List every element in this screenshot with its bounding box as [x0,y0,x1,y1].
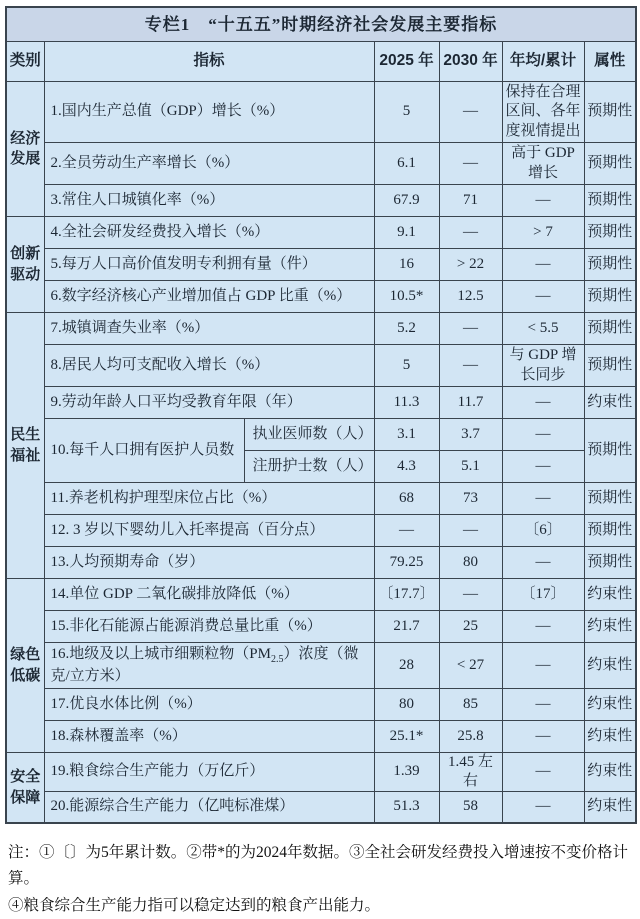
row-2-attr: 预期性 [584,143,636,185]
row-13-2030: 80 [439,547,502,579]
row-12-avg: 〔6〕 [502,515,584,547]
row-7-attr: 预期性 [584,313,636,345]
row-4-2025: 9.1 [374,217,439,249]
row-4-avg: > 7 [502,217,584,249]
row-9-2025: 11.3 [374,387,439,419]
row-8-2025: 5 [374,345,439,387]
row-14-2030: — [439,579,502,611]
row-19-avg: — [502,753,584,792]
row-1-2025: 5 [374,81,439,143]
row-6-attr: 预期性 [584,281,636,313]
table-row [6,515,636,547]
row-13-2025: 79.25 [374,547,439,579]
table-row [6,689,636,721]
row-6-indicator: 6.数字经济核心产业增加值占 GDP 比重（%） [44,281,374,313]
row-18-2030: 25.8 [439,721,502,753]
row-7-avg: < 5.5 [502,313,584,345]
row-5-2030: > 22 [439,249,502,281]
row-15-2030: 25 [439,611,502,643]
row-16-indicator-pre: 16.地级及以上城市细颗粒物（PM [50,646,271,663]
table-title: 专栏1 “十五五”时期经济社会发展主要指标 [6,7,636,41]
row-10-attr: 预期性 [584,419,636,483]
table-row [6,249,636,281]
row-9-2030: 11.7 [439,387,502,419]
row-16-2030: < 27 [439,643,502,689]
row-11-indicator: 11.养老机构护理型床位占比（%） [44,483,374,515]
table-row [6,281,636,313]
row-16-indicator [44,643,374,689]
row-5-2025: 16 [374,249,439,281]
table-title-row [6,7,636,41]
table-row [6,143,636,185]
col-header-category: 类别 [6,41,44,81]
row-2-avg: 高于 GDP 增长 [502,143,584,185]
category-green: 绿色低碳 [6,579,44,753]
row-1-indicator: 1.国内生产总值（GDP）增长（%） [44,81,374,143]
footnote-line-1: 注：①〔〕为5年累计数。②带*的为2024年数据。③全社会研发经费投入增速按不变价格计算。 [8,844,629,888]
row-10b-2025: 4.3 [374,451,439,483]
row-18-indicator: 18.森林覆盖率（%） [44,721,374,753]
table-row [6,643,636,689]
row-16-attr: 约束性 [584,643,636,689]
row-3-indicator: 3.常住人口城镇化率（%） [44,185,374,217]
row-14-attr: 约束性 [584,579,636,611]
row-15-attr: 约束性 [584,611,636,643]
row-4-2030: — [439,217,502,249]
col-header-avg: 年均/累计 [502,41,584,81]
row-13-attr: 预期性 [584,547,636,579]
row-18-attr: 约束性 [584,721,636,753]
row-5-indicator: 5.每万人口高价值发明专利拥有量（件） [44,249,374,281]
row-10a-2030: 3.7 [439,419,502,451]
col-header-indicator: 指标 [44,41,374,81]
row-20-indicator: 20.能源综合生产能力（亿吨标准煤） [44,791,374,823]
category-innovation: 创新驱动 [6,217,44,313]
row-15-2025: 21.7 [374,611,439,643]
row-6-2030: 12.5 [439,281,502,313]
table-row [6,387,636,419]
row-10b-sublabel: 注册护士数（人） [244,451,374,483]
row-13-indicator: 13.人均预期寿命（岁） [44,547,374,579]
category-security: 安全保障 [6,753,44,824]
row-19-2025: 1.39 [374,753,439,792]
table-row [6,81,636,143]
indicators-table [5,6,637,824]
row-1-avg: 保持在合理区间、各年度视情提出 [502,81,584,143]
table-row [6,753,636,792]
row-5-avg: — [502,249,584,281]
row-14-indicator: 14.单位 GDP 二氧化碳排放降低（%） [44,579,374,611]
row-7-indicator: 7.城镇调查失业率（%） [44,313,374,345]
row-11-2030: 73 [439,483,502,515]
col-header-2025: 2025 年 [374,41,439,81]
row-4-indicator: 4.全社会研发经费投入增长（%） [44,217,374,249]
row-15-avg: — [502,611,584,643]
row-18-avg: — [502,721,584,753]
row-16-indicator-subscript: 2.5 [270,654,284,666]
table-row [6,313,636,345]
row-2-indicator: 2.全员劳动生产率增长（%） [44,143,374,185]
row-7-2030: — [439,313,502,345]
row-14-2025: 〔17.7〕 [374,579,439,611]
table-row [6,579,636,611]
row-9-attr: 约束性 [584,387,636,419]
row-20-attr: 约束性 [584,791,636,823]
row-3-2025: 67.9 [374,185,439,217]
table-row [6,791,636,823]
row-19-2030: 1.45 左右 [439,753,502,792]
col-header-attr: 属性 [584,41,636,81]
row-17-2030: 85 [439,689,502,721]
table-row [6,483,636,515]
row-17-attr: 约束性 [584,689,636,721]
table-row [6,721,636,753]
row-10a-sublabel: 执业医师数（人） [244,419,374,451]
row-17-indicator: 17.优良水体比例（%） [44,689,374,721]
category-economy: 经济发展 [6,81,44,217]
table-row [6,345,636,387]
row-8-avg: 与 GDP 增长同步 [502,345,584,387]
row-1-2030: — [439,81,502,143]
row-14-avg: 〔17〕 [502,579,584,611]
row-18-2025: 25.1* [374,721,439,753]
row-17-2025: 80 [374,689,439,721]
row-16-indicator-post: ）浓度（微克/立方米） [50,646,359,684]
row-3-2030: 71 [439,185,502,217]
row-10b-2030: 5.1 [439,451,502,483]
table-row [6,217,636,249]
table-row [6,547,636,579]
row-11-avg: — [502,483,584,515]
row-6-avg: — [502,281,584,313]
row-12-attr: 预期性 [584,515,636,547]
row-20-2025: 51.3 [374,791,439,823]
row-20-avg: — [502,791,584,823]
row-6-2025: 10.5* [374,281,439,313]
row-7-2025: 5.2 [374,313,439,345]
table-row [6,611,636,643]
row-1-attr: 预期性 [584,81,636,143]
row-5-attr: 预期性 [584,249,636,281]
footnote-line-2: ④粮食综合生产能力指可以稳定达到的粮食产出能力。 [8,896,381,914]
row-19-attr: 约束性 [584,753,636,792]
row-8-attr: 预期性 [584,345,636,387]
row-3-attr: 预期性 [584,185,636,217]
row-19-indicator: 19.粮食综合生产能力（万亿斤） [44,753,374,792]
row-10a-avg: — [502,419,584,451]
row-8-indicator: 8.居民人均可支配收入增长（%） [44,345,374,387]
row-9-avg: — [502,387,584,419]
row-11-attr: 预期性 [584,483,636,515]
row-2-2025: 6.1 [374,143,439,185]
row-10b-avg: — [502,451,584,483]
row-12-indicator: 12. 3 岁以下婴幼儿入托率提高（百分点） [44,515,374,547]
row-10a-2025: 3.1 [374,419,439,451]
row-20-2030: 58 [439,791,502,823]
row-8-2030: — [439,345,502,387]
row-15-indicator: 15.非化石能源占能源消费总量比重（%） [44,611,374,643]
row-11-2025: 68 [374,483,439,515]
table-row [6,419,636,451]
row-13-avg: — [502,547,584,579]
row-16-avg: — [502,643,584,689]
row-10-indicator: 10.每千人口拥有医护人员数 [44,419,244,483]
row-12-2030: — [439,515,502,547]
row-4-attr: 预期性 [584,217,636,249]
row-16-2025: 28 [374,643,439,689]
row-3-avg: — [502,185,584,217]
footnote [8,840,632,919]
category-livelihood: 民生福祉 [6,313,44,579]
row-17-avg: — [502,689,584,721]
row-9-indicator: 9.劳动年龄人口平均受教育年限（年） [44,387,374,419]
row-2-2030: — [439,143,502,185]
col-header-2030: 2030 年 [439,41,502,81]
table-header-row [6,41,636,81]
table-row [6,185,636,217]
row-12-2025: — [374,515,439,547]
